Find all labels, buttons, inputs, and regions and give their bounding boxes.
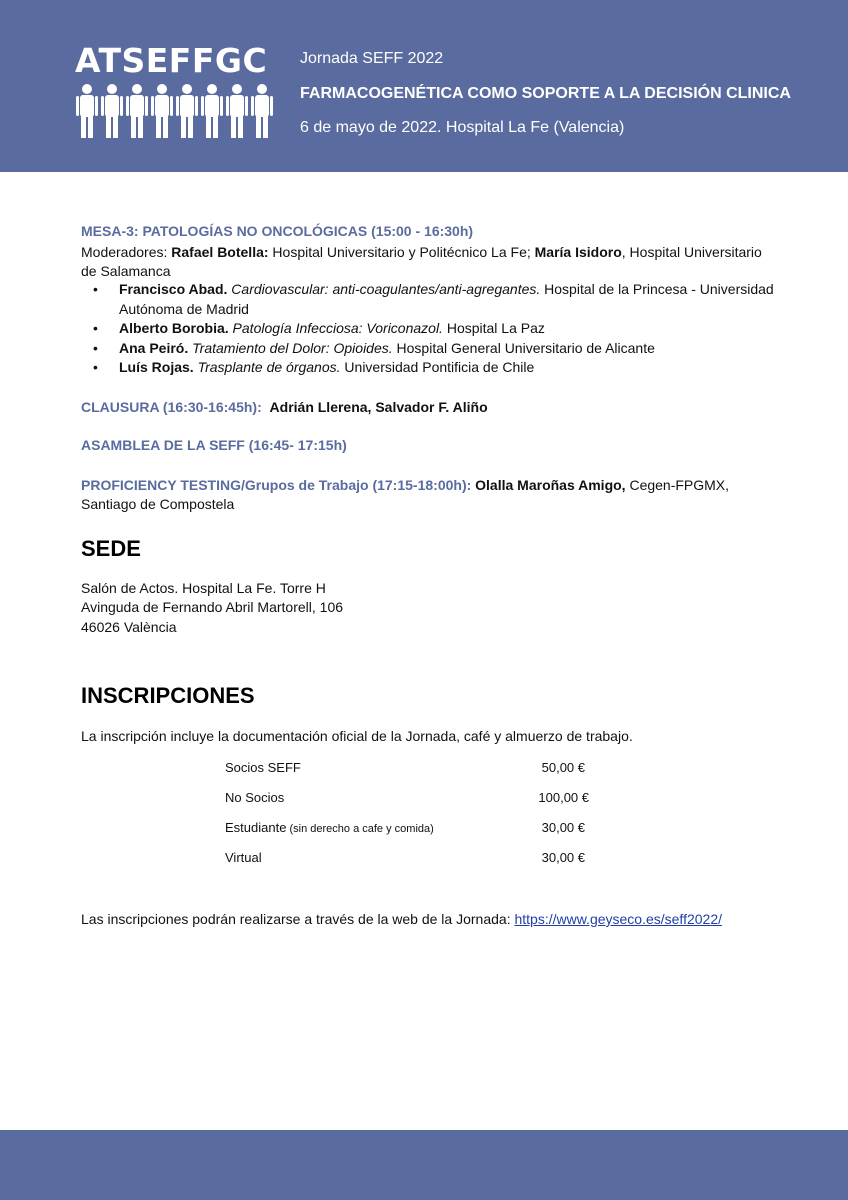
mesa3-heading: MESA-3: PATOLOGÍAS NO ONCOLÓGICAS (15:00 - 16:30h) (81, 223, 474, 239)
list-item (81, 319, 801, 339)
footer-banner (0, 1130, 848, 1200)
logo-text: ATSEFFGC (75, 41, 268, 80)
proficiency-name: Olalla Maroñas Amigo, (475, 477, 626, 493)
event-name: Jornada SEFF 2022 (300, 50, 444, 67)
fee-note: (sin derecho a cafe y comida) (286, 823, 434, 835)
clausura-names: Adrián Llerena, Salvador F. Aliño (269, 399, 488, 415)
sede-line-1: Salón de Actos. Hospital La Fe. Torre H (81, 580, 326, 596)
talk-topic: Tratamiento del Dolor: Opioides. (188, 339, 393, 356)
speaker-affiliation: Hospital La Paz (442, 320, 545, 336)
moderator-2-affiliation: , Hospital Universitario (621, 244, 762, 260)
sede-line-2: Avinguda de Fernando Abril Martorell, 106 (81, 599, 344, 615)
event-date-place: 6 de mayo de 2022. Hospital La Fe (Valencia) (300, 119, 625, 136)
fee-row (225, 820, 625, 840)
people-logo-icon (76, 84, 276, 138)
fee-price: 100,00 € (538, 790, 589, 805)
speaker-name: Francisco Abad. (119, 281, 228, 297)
fee-label: Estudiante (sin derecho a cafe y comida) (225, 820, 434, 835)
speaker-name: Alberto Borobia. (119, 320, 229, 336)
speaker-affiliation: Hospital de la Princesa - Universidad Autónoma de Madrid (119, 281, 774, 317)
fee-row (225, 790, 625, 810)
sede-heading: SEDE (81, 536, 141, 561)
fee-label: No Socios (225, 790, 285, 805)
talk-topic: Patología Infecciosa: Voriconazol. (228, 320, 443, 336)
list-item (81, 280, 801, 319)
speaker-name: Ana Peiró. (119, 339, 189, 356)
asamblea-heading: ASAMBLEA DE LA SEFF (16:45- 17:15h) (81, 437, 347, 453)
inscripciones-intro: La inscripción incluye la documentación oficial de la Jornada, café y almuerzo de trabajo. (81, 728, 633, 744)
moderator-2-name: María Isidoro (534, 244, 622, 260)
speaker-name: Luís Rojas. (119, 359, 194, 375)
fee-row (225, 850, 625, 870)
header-banner (0, 0, 848, 172)
fee-label: Virtual (225, 850, 262, 865)
web-text: Las inscripciones podrán realizarse a través de la web de la Jornada: (81, 911, 515, 927)
sede-line-3: 46026 València (81, 619, 177, 635)
moderator-1-affiliation: Hospital Universitario y Politécnico La Fe; (268, 244, 535, 260)
proficiency-affiliation-cont: Santiago de Compostela (81, 496, 235, 512)
clausura-line (81, 398, 488, 417)
event-title: FARMACOGENÉTICA COMO SOPORTE A LA DECISIÓN CLINICA (300, 85, 791, 102)
proficiency-affiliation: Cegen-FPGMX, (625, 477, 730, 493)
fee-price: 30,00 € (541, 820, 585, 835)
moderators-prefix: Moderadores: (81, 244, 172, 260)
speaker-affiliation: Hospital General Universitario de Alicante (392, 339, 655, 356)
list-item (81, 339, 801, 359)
moderators-line (81, 243, 801, 281)
clausura-label: CLAUSURA (16:30-16:45h): (81, 399, 262, 415)
moderator-1-name: Rafael Botella: (171, 244, 269, 260)
fee-row (225, 760, 625, 780)
moderator-2-affiliation-cont: de Salamanca (81, 263, 171, 279)
talk-topic: Cardiovascular: anti-coagulantes/anti-agregantes. (227, 281, 541, 297)
speaker-affiliation: Universidad Pontificia de Chile (340, 359, 535, 375)
registration-link[interactable]: https://www.geyseco.es/seff2022/ (514, 911, 722, 927)
list-item (81, 358, 801, 378)
inscripciones-heading: INSCRIPCIONES (81, 683, 255, 708)
proficiency-label: PROFICIENCY TESTING/Grupos de Trabajo (17:15-18:00h): (81, 477, 472, 493)
proficiency-line (81, 476, 801, 514)
fee-label: Socios SEFF (225, 760, 301, 775)
web-line (81, 910, 722, 929)
talk-list (81, 280, 801, 378)
fee-price: 30,00 € (541, 850, 585, 865)
fee-price: 50,00 € (541, 760, 585, 775)
talk-topic: Trasplante de órganos. (193, 359, 341, 375)
